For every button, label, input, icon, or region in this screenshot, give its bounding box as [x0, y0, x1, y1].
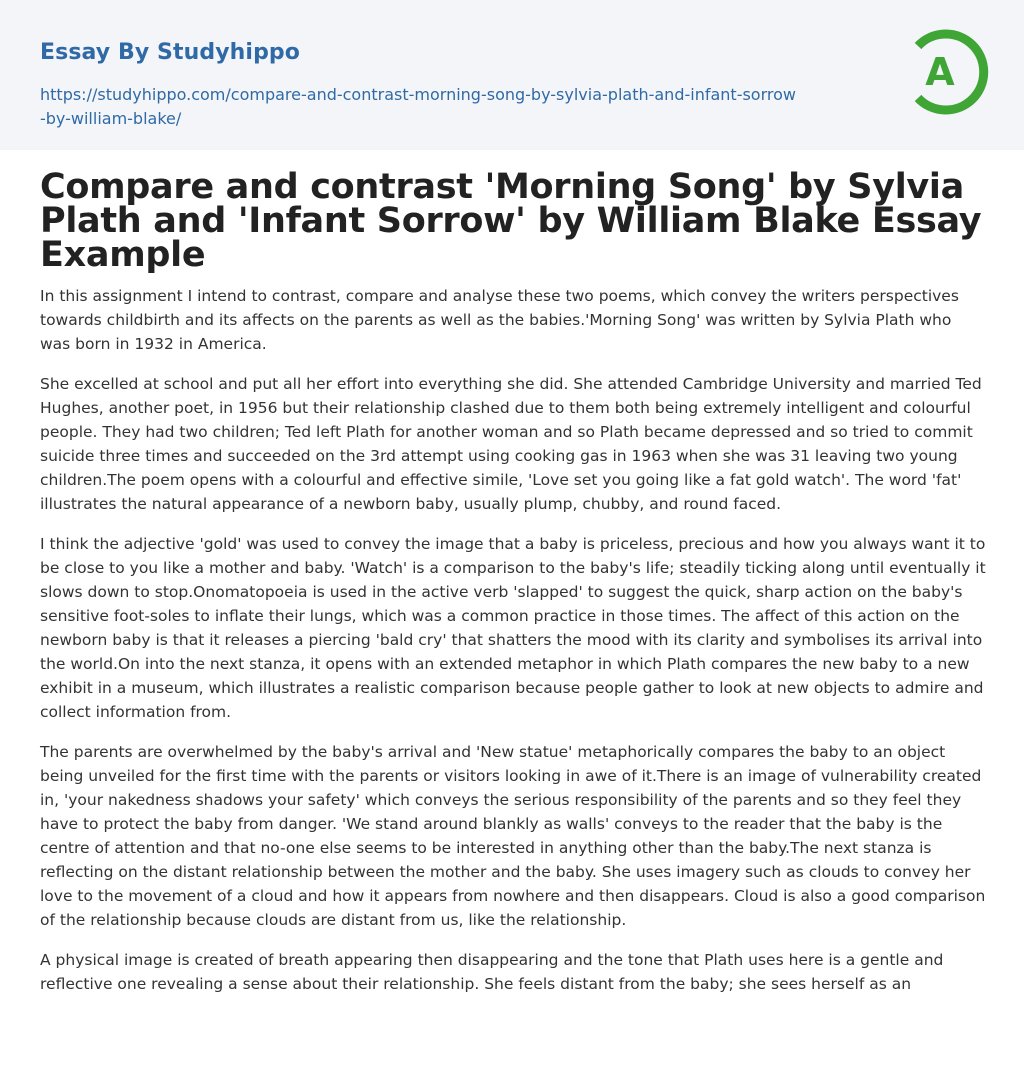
logo-ring-icon: [902, 26, 990, 118]
essay-title: Compare and contrast 'Morning Song' by Sylvia Plath and 'Infant Sorrow' by William Blake Essay Example: [40, 167, 982, 275]
logo-letter: A: [925, 50, 955, 94]
source-url-link[interactable]: https://studyhippo.com/compare-and-contrast-morning-song-by-sylvia-plath-and-infant-sorrow-by-william-blake/: [40, 85, 796, 128]
site-brand[interactable]: Essay By Studyhippo: [40, 40, 300, 65]
essay-paragraph: In this assignment I intend to contrast, compare and analyse these two poems, which convey the writers perspectives towards childbirth and its affects on the parents as well as the babies.'Morning Song' was written by Sylvia Plath who was born in 1932 in America.: [40, 287, 959, 353]
site-header: [0, 0, 1024, 150]
essay-body: [40, 284, 986, 1012]
essay-paragraph: The parents are overwhelmed by the baby's arrival and 'New statue' metaphorically compares the baby to an object being unveiled for the first time with the parents or visitors looking in awe of it.There is an image of vulnerability created in, 'your nakedness shadows your safety' which conveys the serious responsibility of the parents and so they feel they have to protect the baby from danger. 'We stand around blankly as walls' conveys to the reader that the baby is the centre of attention and that no-one else seems to be interested in anything other than the baby.The next stanza is reflecting on the distant relationship between the mother and the baby. She uses imagery such as clouds to convey her love to the movement of a cloud and how it appears from nowhere and then disappears. Cloud is also a good comparison of the relationship because clouds are distant from us, like the relationship.: [40, 743, 986, 929]
studyhippo-logo-icon[interactable]: [902, 26, 990, 118]
essay-paragraph: I think the adjective 'gold' was used to convey the image that a baby is priceless, precious and how you always want it to be close to you like a mother and baby. 'Watch' is a comparison to the baby's life; steadily ticking along until eventually it slows down to stop.Onomatopoeia is used in the active verb 'slapped' to suggest the quick, sharp action on the baby's sensitive foot-soles to inflate their lungs, which was a common practice in those times. The affect of this action on the newborn baby is that it releases a piercing 'bald cry' that shatters the mood with its clarity and symbolises its arrival into the world.On into the next stanza, it opens with an extended metaphor in which Plath compares the new baby to a new exhibit in a museum, which illustrates a realistic comparison because people gather to look at new objects to admire and collect information from.: [40, 535, 986, 721]
essay-paragraph: A physical image is created of breath appearing then disappearing and the tone that Plath uses here is a gentle and reflective one revealing a sense about their relationship. She feels distant from the baby; she sees herself as an: [40, 951, 944, 993]
essay-paragraph: She excelled at school and put all her effort into everything she did. She attended Cambridge University and married Ted Hughes, another poet, in 1956 but their relationship clashed due to them both being extremely intelligent and colourful people. They had two children; Ted left Plath for another woman and so Plath became depressed and so tried to commit suicide three times and succeeded on the 3rd attempt using cooking gas in 1963 when she was 31 leaving two young children.The poem opens with a colourful and effective simile, 'Love set you going like a fat gold watch'. The word 'fat' illustrates the natural appearance of a newborn baby, usually plump, chubby, and round faced.: [40, 375, 982, 513]
